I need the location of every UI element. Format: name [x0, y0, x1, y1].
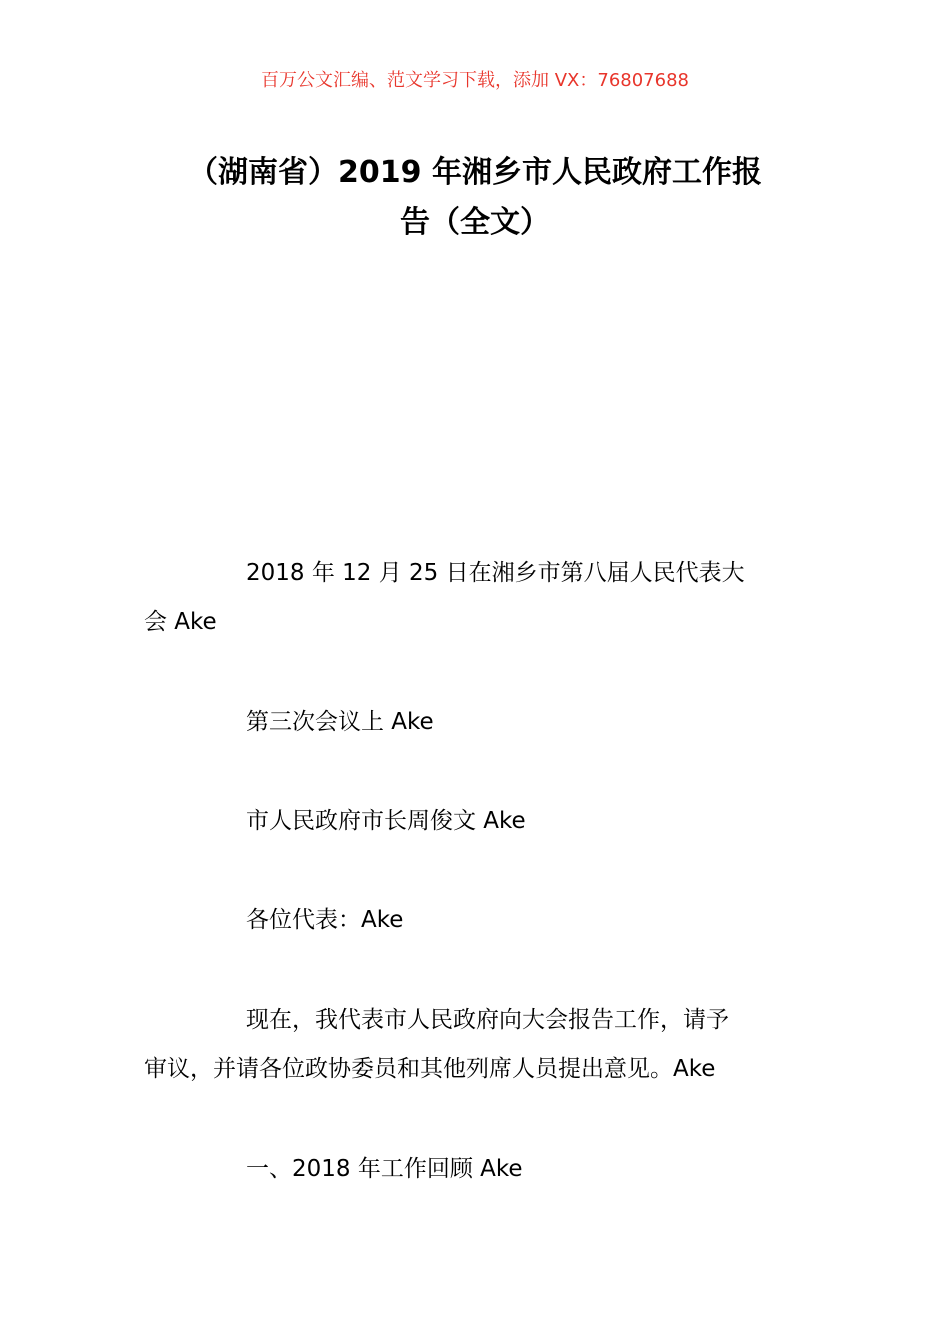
- title-line-2: 告（全文）: [400, 205, 550, 240]
- paragraph-line: 各位代表：Ake: [246, 907, 404, 933]
- paragraph-intro: [144, 996, 814, 1094]
- paragraph-date: [144, 549, 814, 647]
- paragraph-line: 现在，我代表市人民政府向大会报告工作，请予: [246, 1007, 729, 1033]
- paragraph-session: [144, 698, 814, 747]
- paragraph-line: 一、2018 年工作回顾 Ake: [246, 1156, 523, 1182]
- title-line-1: （湖南省）2019 年湘乡市人民政府工作报: [188, 155, 762, 190]
- paragraph-line: 市人民政府市长周俊文 Ake: [246, 808, 526, 834]
- paragraph-line: 会 Ake: [144, 609, 217, 635]
- header-note: 百万公文汇编、范文学习下载，添加 VX：76807688: [261, 70, 689, 91]
- section-heading: [144, 1145, 814, 1194]
- paragraph-mayor: [144, 797, 814, 846]
- paragraph-line: 2018 年 12 月 25 日在湘乡市第八届人民代表大: [246, 560, 745, 586]
- paragraph-line: 审议，并请各位政协委员和其他列席人员提出意见。Ake: [144, 1056, 716, 1082]
- paragraph-line: 第三次会议上 Ake: [246, 709, 434, 735]
- document-title: [140, 148, 810, 248]
- paragraph-greeting: [144, 896, 814, 945]
